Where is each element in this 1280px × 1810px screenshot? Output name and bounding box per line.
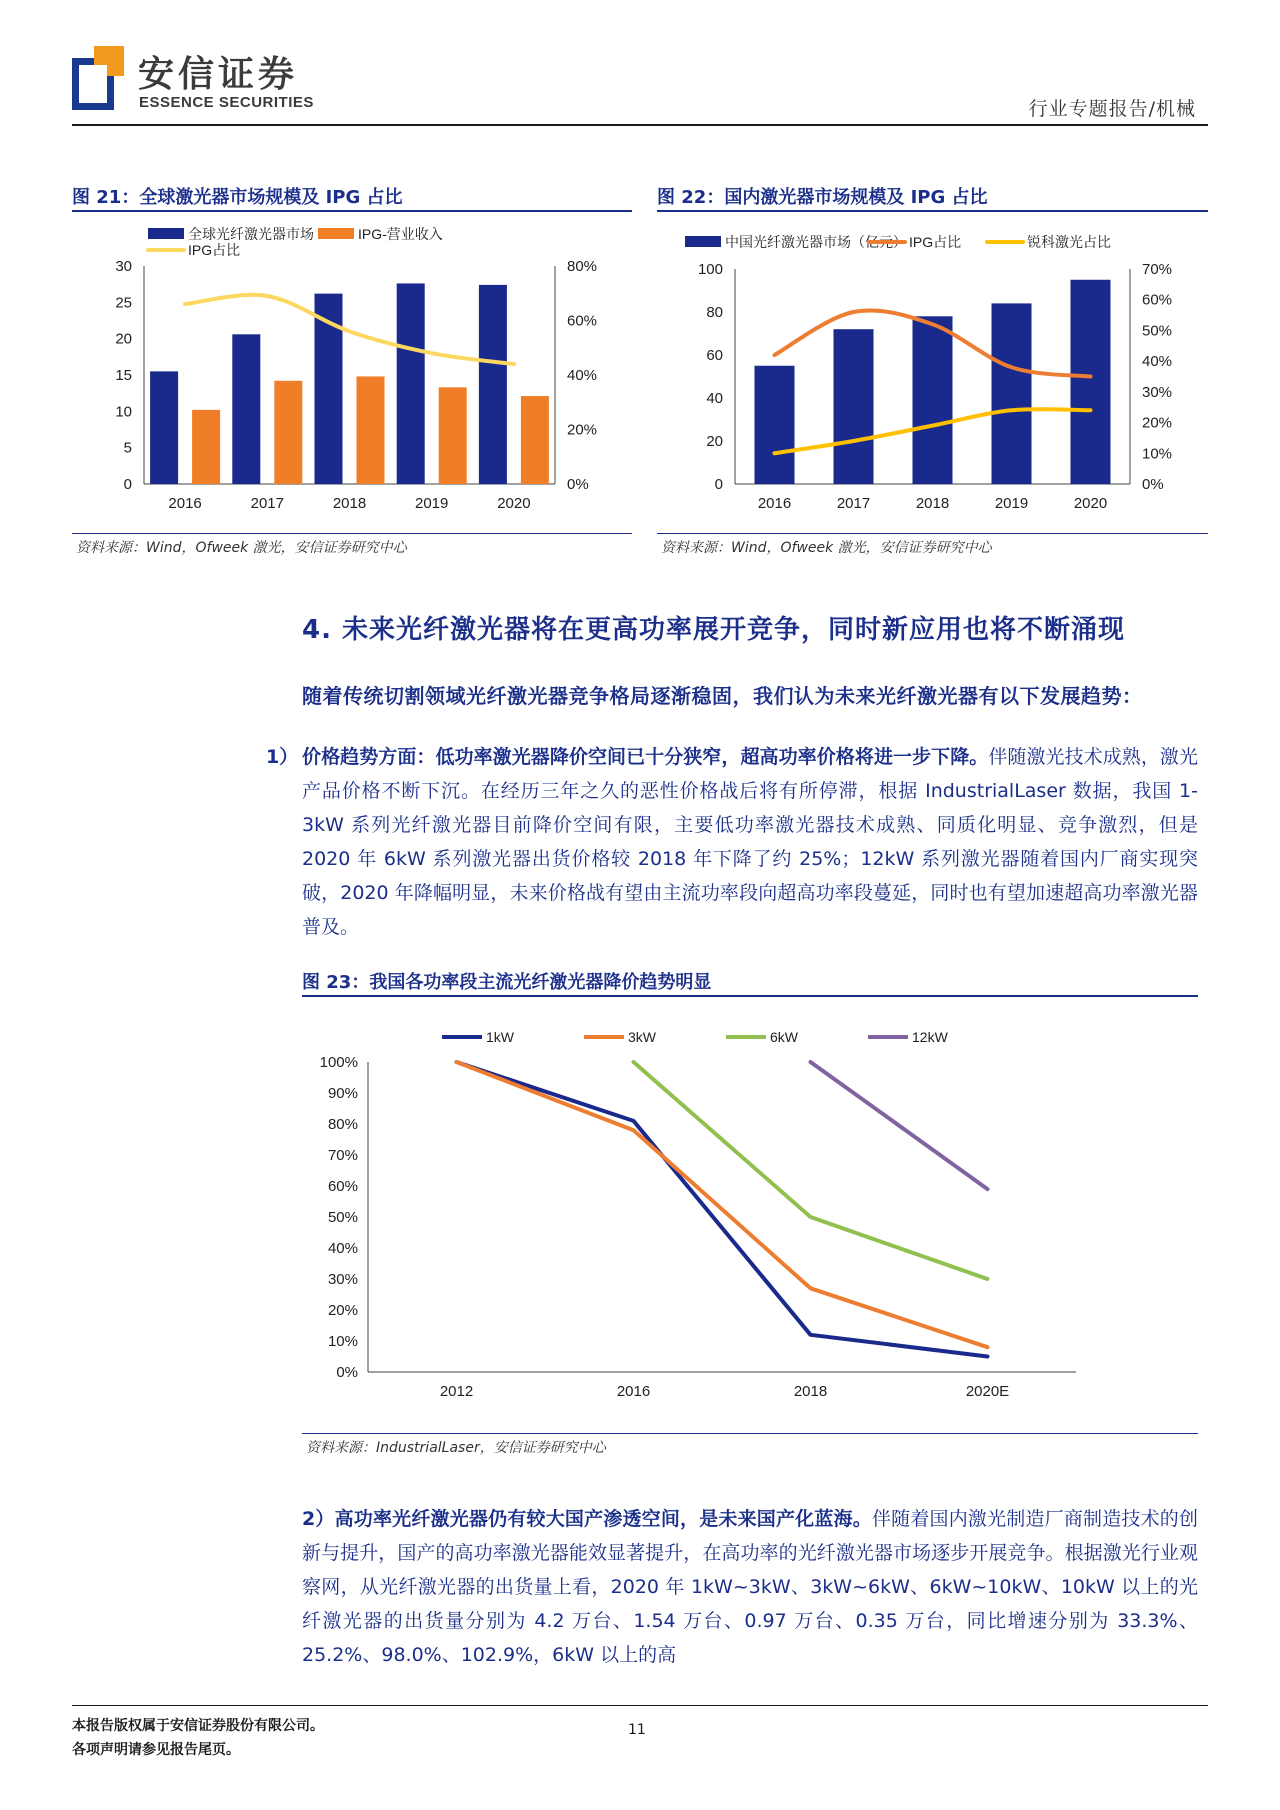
legend-swatch-1 <box>148 228 184 239</box>
y-axis-tick: 20% <box>327 1302 358 1319</box>
figure-22-rule <box>657 210 1208 212</box>
left-axis-tick: 80 <box>706 304 723 321</box>
legend-label-3kW: 3kW <box>628 1029 656 1045</box>
right-axis-tick: 30% <box>1142 383 1173 401</box>
x-axis-tick: 2019 <box>994 495 1029 512</box>
footer-disclaimer: 各项声明请参见报告尾页。 <box>72 1742 240 1758</box>
x-axis-tick: 2020 <box>1073 495 1108 512</box>
chart-22-svg <box>657 214 1208 532</box>
x-axis-tick: 2016 <box>757 495 792 512</box>
section-4-heading: 4. 未来光纤激光器将在更高功率展开竞争，同时新应用也将不断涌现 <box>302 615 1126 645</box>
left-axis-tick: 0 <box>714 476 723 493</box>
y-axis-tick: 30% <box>327 1271 358 1288</box>
figure-21-source-rule <box>72 533 632 534</box>
figure-23-chart <box>302 1000 1198 1430</box>
bar-全球光纤激光器市场-2019 <box>397 283 425 484</box>
bar-中国光纤激光器市场（亿元）-2017 <box>834 329 874 484</box>
y-axis-tick: 40% <box>327 1240 358 1257</box>
legend-label-2: IPG占比 <box>909 234 962 250</box>
right-axis-tick: 60% <box>567 312 598 330</box>
figure-21-source: 资料来源：Wind，Ofweek 激光，安信证券研究中心 <box>76 540 407 556</box>
bar-IPG-营业收入-2016 <box>192 410 220 484</box>
legend-swatch-2 <box>318 228 354 239</box>
legend-label-12kW: 12kW <box>912 1029 948 1045</box>
line-3kW <box>457 1062 988 1347</box>
legend-label-1: 中国光纤激光器市场（亿元） <box>725 234 907 250</box>
left-axis-tick: 0 <box>123 476 132 493</box>
figure-22-chart <box>657 214 1208 532</box>
x-axis-tick: 2018 <box>793 1383 828 1400</box>
right-axis-tick: 80% <box>567 258 598 275</box>
y-axis-tick: 50% <box>327 1209 358 1226</box>
bar-IPG-营业收入-2019 <box>439 387 467 484</box>
paragraph-1 <box>266 740 1198 944</box>
footer-divider <box>72 1705 1208 1706</box>
left-axis-tick: 5 <box>123 439 132 457</box>
bar-中国光纤激光器市场（亿元）-2019 <box>992 303 1032 484</box>
bar-中国光纤激光器市场（亿元）-2020 <box>1071 280 1111 484</box>
x-axis-tick: 2016 <box>168 495 202 512</box>
figure-21-chart <box>72 214 632 532</box>
bar-全球光纤激光器市场-2020 <box>479 285 507 484</box>
paragraph-2 <box>302 1502 1198 1672</box>
x-axis-tick: 2016 <box>616 1383 651 1400</box>
y-axis-tick: 0% <box>336 1364 358 1381</box>
section-4-intro: 随着传统切割领域光纤激光器竞争格局逐渐稳固，我们认为未来光纤激光器有以下发展趋势： <box>302 684 1143 708</box>
bar-全球光纤激光器市场-2017 <box>232 334 260 484</box>
footer-copyright: 本报告版权属于安信证券股份有限公司。 <box>72 1718 324 1734</box>
left-axis-tick: 20 <box>115 330 132 348</box>
company-name-cn: 安信证券 <box>138 54 299 95</box>
right-axis-tick: 20% <box>1142 414 1173 432</box>
right-axis-tick: 40% <box>1142 353 1173 371</box>
figure-23-rule <box>302 995 1198 997</box>
legend-label-2: IPG-营业收入 <box>358 226 443 242</box>
right-axis-tick: 20% <box>567 421 598 439</box>
right-axis-tick: 0% <box>567 476 589 493</box>
report-type: 行业专题报告/机械 <box>1028 98 1196 120</box>
left-axis-tick: 100 <box>697 261 723 278</box>
paragraph-2-body: 伴随着国内激光制造厂商制造技术的创新与提升，国产的高功率激光器能效显著提升，在高功率的光纤激光器市场逐步开展竞争。根据激光行业观察网，从光纤激光器的出货量上看，2020 年 1kW~3kW、3kW~6kW、6kW~10kW、10kW 以上的光纤激光器的出货量分别为 4.2 万台、1.54 万台、0.97 万台、0.35 万台，同比增速分别为 33.3%、25.2%、98.0%、102.9%，6kW 以上的高 <box>302 1508 1198 1666</box>
left-axis-tick: 60 <box>706 347 723 364</box>
figure-23-source-rule <box>302 1433 1198 1434</box>
x-axis-tick: 2018 <box>915 495 950 512</box>
figure-23-source: 资料来源：IndustrialLaser，安信证券研究中心 <box>306 1440 606 1456</box>
x-axis-tick: 2020E <box>965 1383 1010 1400</box>
chart-23-svg <box>302 1000 1198 1430</box>
right-axis-tick: 0% <box>1142 476 1164 493</box>
paragraph-1-number: 1） <box>266 746 299 768</box>
paragraph-2-lead: 2）高功率光纤激光器仍有较大国产渗透空间，是未来国产化蓝海。 <box>302 1508 872 1530</box>
right-axis-tick: 10% <box>1142 445 1173 463</box>
line-6kW <box>634 1062 988 1279</box>
y-axis-tick: 70% <box>327 1147 358 1164</box>
legend-swatch-1 <box>685 236 721 247</box>
y-axis-tick: 100% <box>319 1054 358 1071</box>
bar-中国光纤激光器市场（亿元）-2018 <box>913 316 953 484</box>
bar-IPG-营业收入-2020 <box>521 396 549 484</box>
x-axis-tick: 2012 <box>439 1383 474 1400</box>
figure-22-source-rule <box>657 533 1208 534</box>
bar-全球光纤激光器市场-2016 <box>150 371 178 484</box>
paragraph-1-body: 伴随激光技术成熟，激光产品价格不断下沉。在经历三年之久的恶性价格战后将有所停滞，根据 IndustrialLaser 数据，我国 1-3kW 系列光纤激光器目前降价空间有限，主要低功率激光器技术成熟、同质化明显、竞争激烈，但是 2020 年 6kW 系列激光器出货价格较 2018 年下降了约 25%；12kW 系列激光器随着国内厂商实现突破，2020 年降幅明显，未来价格战有望由主流功率段向超高功率段蔓延，同时也有望加速超高功率激光器普及。 <box>302 746 1198 938</box>
left-axis-tick: 15 <box>115 367 132 384</box>
x-axis-tick: 2017 <box>836 495 871 512</box>
legend-label-1: 全球光纤激光器市场 <box>188 226 314 242</box>
y-axis-tick: 80% <box>327 1116 358 1133</box>
left-axis-tick: 25 <box>115 294 132 312</box>
left-axis-tick: 40 <box>706 390 723 407</box>
legend-label-6kW: 6kW <box>770 1029 798 1045</box>
right-axis-tick: 70% <box>1142 261 1173 278</box>
figure-22-title: 图 22：国内激光器市场规模及 IPG 占比 <box>657 187 988 208</box>
left-axis-tick: 30 <box>115 258 132 275</box>
y-axis-tick: 90% <box>327 1085 358 1102</box>
y-axis-tick: 60% <box>327 1178 358 1195</box>
x-axis-tick: 2019 <box>415 495 449 512</box>
legend-label-1kW: 1kW <box>486 1029 514 1045</box>
left-axis-tick: 10 <box>115 403 132 421</box>
essence-logo-icon <box>72 44 126 114</box>
x-axis-tick: 2020 <box>497 495 531 512</box>
right-axis-tick: 60% <box>1142 291 1173 309</box>
page-header <box>0 0 1280 128</box>
bar-IPG-营业收入-2018 <box>357 376 385 484</box>
bar-IPG-营业收入-2017 <box>274 381 302 484</box>
figure-23-title: 图 23：我国各功率段主流光纤激光器降价趋势明显 <box>302 972 712 993</box>
left-axis-tick: 20 <box>706 433 723 450</box>
figure-22-source: 资料来源：Wind，Ofweek 激光，安信证券研究中心 <box>661 540 992 556</box>
company-name-en: ESSENCE SECURITIES <box>139 94 314 111</box>
right-axis-tick: 40% <box>567 367 598 384</box>
figure-21-title: 图 21：全球激光器市场规模及 IPG 占比 <box>72 187 403 208</box>
x-axis-tick: 2018 <box>332 495 367 512</box>
line-12kW <box>811 1062 988 1189</box>
right-axis-tick: 50% <box>1142 322 1173 340</box>
chart-21-svg <box>72 214 632 532</box>
header-divider <box>72 124 1208 126</box>
figure-21-rule <box>72 210 632 212</box>
y-axis-tick: 10% <box>327 1333 358 1350</box>
bar-中国光纤激光器市场（亿元）-2016 <box>755 366 795 484</box>
x-axis-tick: 2017 <box>250 495 284 512</box>
legend-label-3: 锐科激光占比 <box>1027 234 1111 250</box>
paragraph-1-lead: 价格趋势方面：低功率激光器降价空间已十分狭窄，超高功率价格将进一步下降。 <box>302 746 989 768</box>
page-number: 11 <box>628 1722 646 1738</box>
legend-label-3: IPG占比 <box>188 242 241 258</box>
